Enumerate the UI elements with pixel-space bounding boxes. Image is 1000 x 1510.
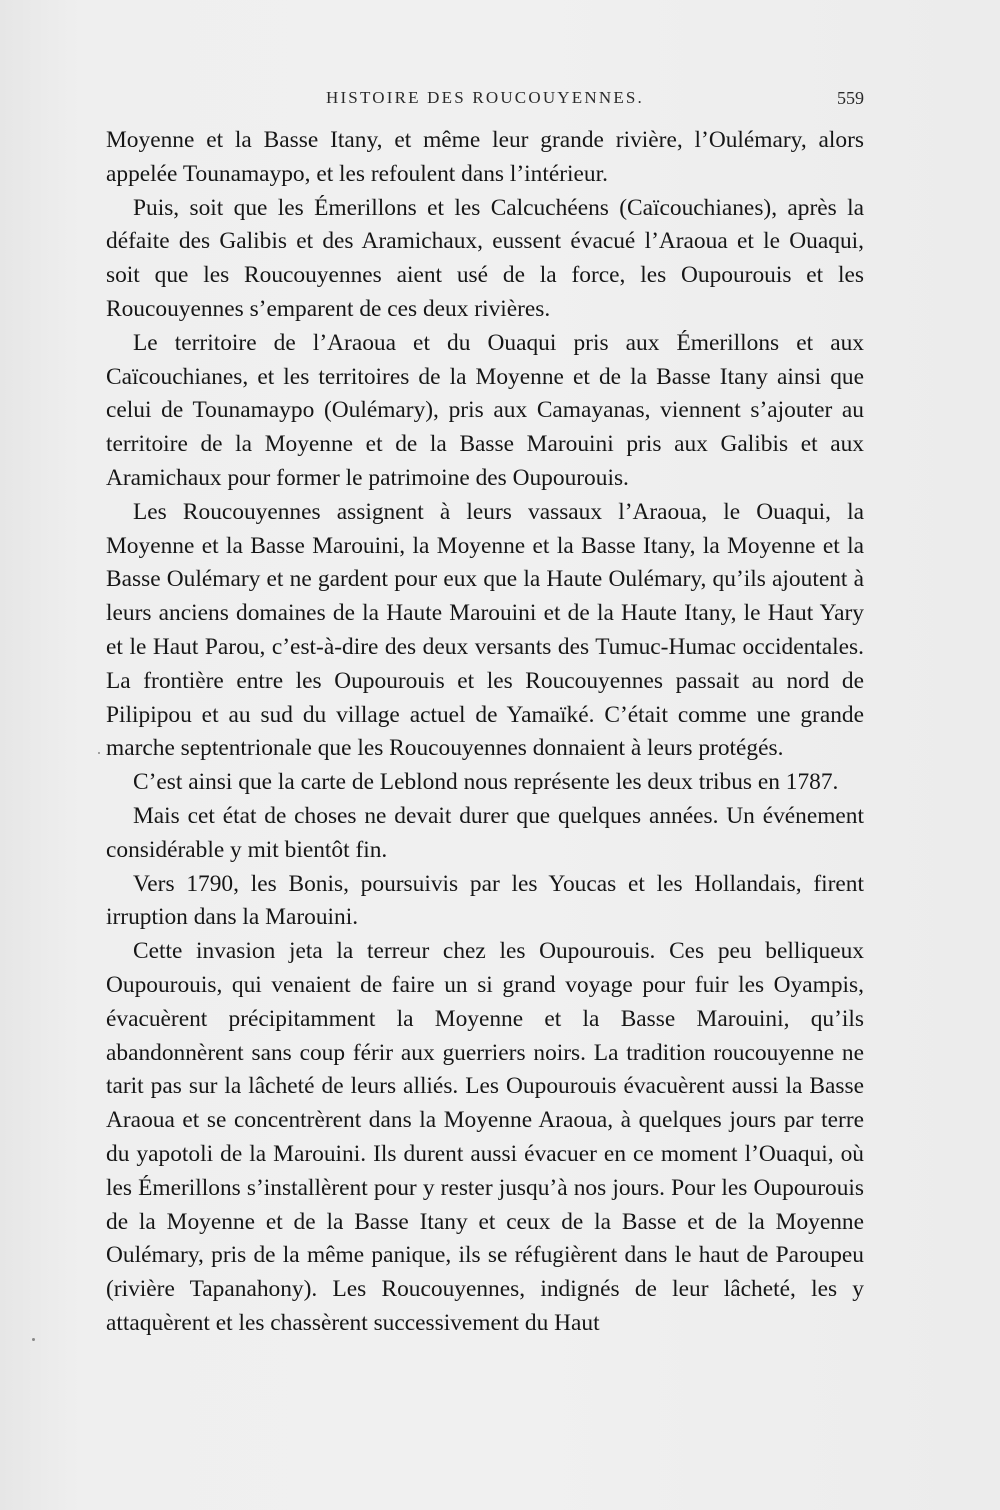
running-head	[106, 88, 864, 112]
page-number: 559	[837, 88, 864, 108]
paragraph: C’est ainsi que la carte de Leblond nous représente les deux tribus en 1787.	[133, 769, 839, 796]
paragraph: Mais cet état de choses ne devait durer que quelques années. Un événement considérable y mit bientôt fin.	[106, 802, 864, 863]
running-title: HISTOIRE DES ROUCOUYENNES.	[325, 88, 645, 107]
paragraph: Puis, soit que les Émerillons et les Calcuchéens (Caïcouchianes), après la défaite des Galibis et des Aramichaux, eussent évacué l’Araoua et le Ouaqui, soit que les Roucouyennes aient usé de la force, les Oupourouis et les Roucouyennes s’emparent de ces deux rivières.	[106, 194, 864, 322]
body-text	[106, 124, 864, 1341]
paragraph: Les Roucouyennes assignent à leurs vassaux l’Araoua, le Ouaqui, la Moyenne et la Basse Marouini, la Moyenne et la Basse Itany, la Moyenne et la Basse Oulémary et ne gardent pour eux que la Haute Oulémary, qu’ils ajoutent à leurs anciens domaines de la Haute Marouini et de la Haute Itany, le Haut Yary et le Haut Parou, c’est-à-dire des deux versants des Tumuc-Humac occidentales. La frontière entre les Oupourouis et les Roucouyennes passait au nord de Pilipipou et au sud du village actuel de Yamaïké. C’était comme une grande marche septentrionale que les Roucouyennes donnaient à leurs protégés.	[106, 498, 864, 762]
paper-speck	[32, 1338, 35, 1341]
paper-speck	[98, 752, 100, 754]
paragraph: Cette invasion jeta la terreur chez les Oupourouis. Ces peu belliqueux Oupourouis, qui venaient de faire un si grand voyage pour fuir les Oyampis, évacuèrent précipitamment la Moyenne et la Basse Marouini, qu’ils abandonnèrent sans coup férir aux guerriers noirs. La tradition roucouyenne ne tarit pas sur la lâcheté de leurs alliés. Les Oupourouis évacuèrent aussi la Basse Araoua et se concentrèrent dans la Moyenne Araoua, à quelques jours par terre du yapotoli de la Marouini. Ils durent aussi évacuer en ce moment l’Ouaqui, où les Émerillons s’installèrent pour y rester jusqu’à nos jours. Pour les Oupourouis de la Moyenne et de la Basse Itany et ceux de la Basse et de la Moyenne Oulémary, pris de la même panique, ils se réfugièrent dans le haut de Paroupeu (rivière Tapanahony). Les Roucouyennes, indignés de leur lâcheté, les y attaquèrent et les chassèrent successivement du Haut	[106, 938, 864, 1336]
paragraph-continued: Moyenne et la Basse Itany, et même leur grande rivière, l’Oulémary, alors appelée Tounamaypo, et les refoulent dans l’intérieur.	[106, 127, 864, 187]
paragraph: Le territoire de l’Araoua et du Ouaqui pris aux Émerillons et aux Caïcouchianes, et les territoires de la Moyenne et de la Basse Itany ainsi que celui de Tounamaypo (Oulémary), pris aux Camayanas, viennent s’ajouter au territoire de la Moyenne et de la Basse Marouini pris aux Galibis et aux Aramichaux pour former le patrimoine des Oupourouis.	[106, 329, 864, 491]
paragraph: Vers 1790, les Bonis, poursuivis par les Youcas et les Hollandais, firent irruption dans la Marouini.	[106, 870, 864, 931]
